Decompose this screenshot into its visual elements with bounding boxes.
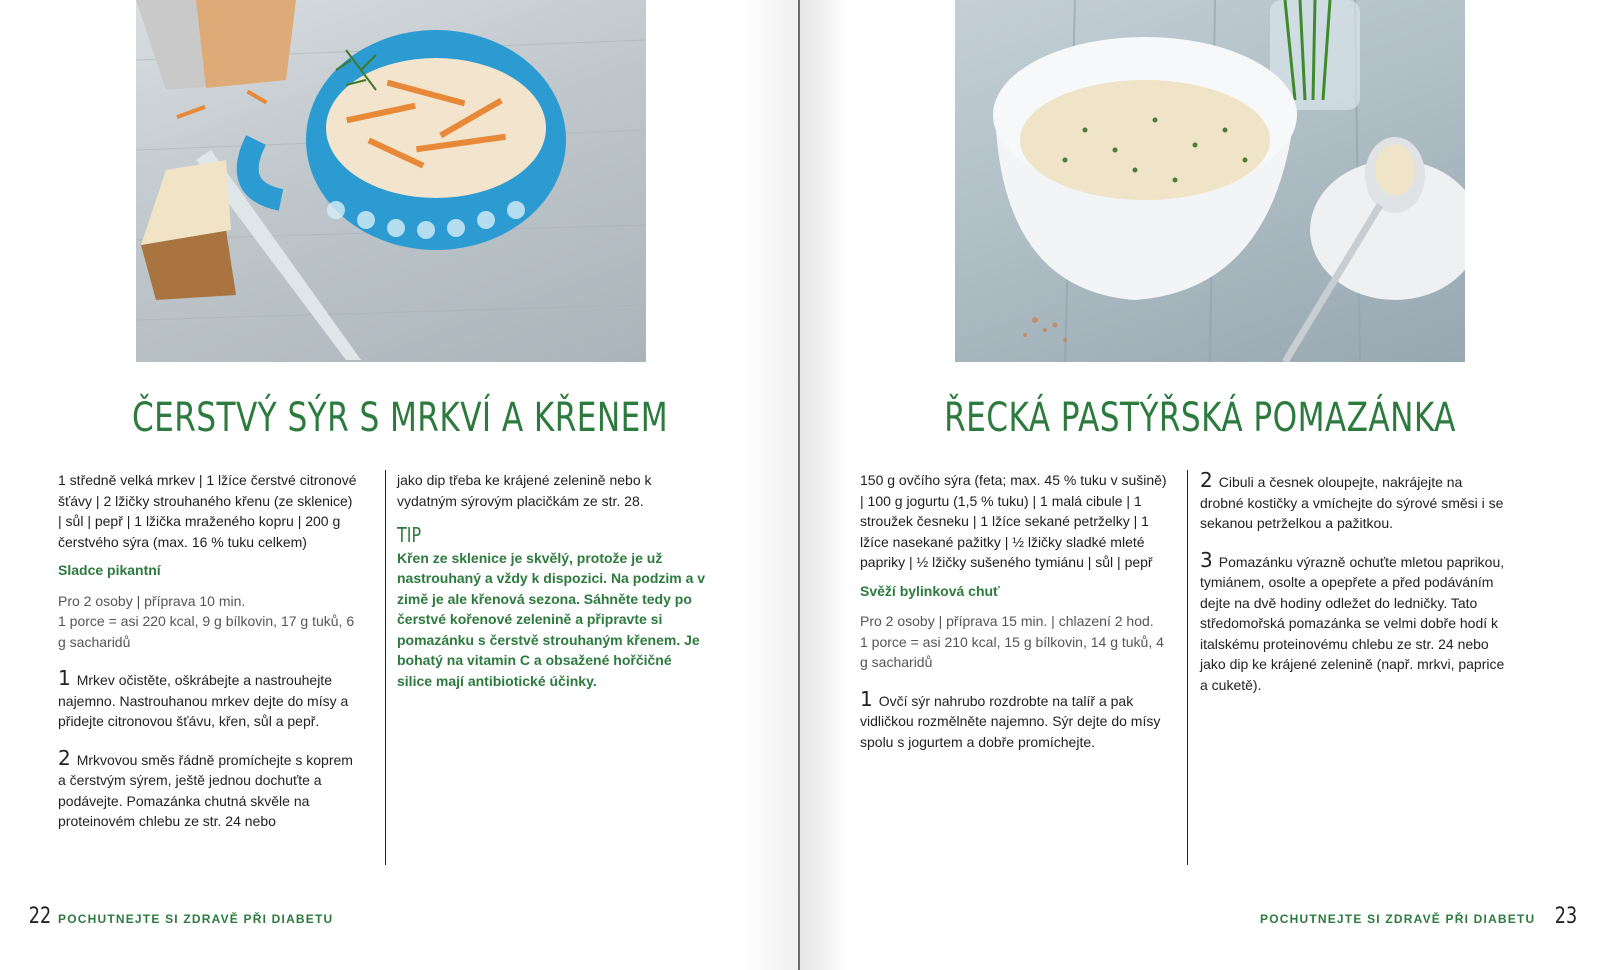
step-number: 2 (58, 745, 71, 770)
tip-text: Křen ze sklenice je skvělý, protože je už nastrouhaný a vždy k dispozici. Na podzim a v zimě je ale křenová sezona. Sáhněte tedy po čerstvé kořenové zelenině a připravte si pomazánku s čerstvě strouhaným křenem. Je bohatý na vitamin C a obsažené hořčičné silice mají antibiotické účinky. (397, 549, 706, 689)
column-divider (1187, 470, 1188, 865)
step-text: Mrkvovou směs řádně promíchejte s koprem a čerstvým sýrem, ještě jednou dochuťte a podávejte. Pomazánka chutná skvěle na proteinovém chlebu ze str. 24 nebo (58, 751, 353, 829)
step (58, 668, 358, 732)
step-number: 2 (1200, 468, 1213, 492)
continuation-text: jako dip třeba ke krájené zelenině nebo k vydatným sýrovým placičkám ze str. 28. (397, 472, 652, 509)
right-page (800, 0, 1600, 970)
nutrition-info: 1 porce = asi 210 kcal, 15 g bílkovin, 14 g tuků, 4 g sacharidů (860, 633, 1164, 670)
ingredients-list: 150 g ovčího sýra (feta; max. 45 % tuku v sušině) | 100 g jogurtu (1,5 % tuku) | 1 malá cibule | 1 stroužek česneku | 1 lžíce sekané petrželky | 1 lžíce nasekané pažitky | ½ lžičky sladké mleté papriky | ½ lžičky sušeného tymiánu | sůl | pepř (860, 472, 1167, 570)
recipe-column-left (58, 470, 358, 832)
page-number: 23 (1554, 904, 1578, 929)
step (1200, 470, 1505, 534)
column-divider (385, 470, 386, 865)
gutter-shadow (800, 0, 850, 970)
tip-heading: TIP (397, 523, 422, 547)
gutter-shadow (740, 0, 800, 970)
recipe-column-left (860, 470, 1170, 752)
step-text: Cibuli a česnek oloupejte, nakrájejte na drobné kostičky a vmíchejte do sýrové směsi i se sekanou petrželkou a pažitkou. (1200, 474, 1504, 531)
servings-info: Pro 2 osoby | příprava 15 min. | chlazení 2 hod. (860, 613, 1154, 629)
step-text: Pomazánku výrazně ochuťte mletou paprikou, tymiánem, osolte a opepřete a před podáváním dejte na dvě hodiny odležet do ledničky. Tato středomořská pomazánka se velmi dobře hodí k italskému proteinovému chlebu ze str. 24 nebo jako dip ke krájené zelenině (např. mrkvi, paprice a cuketě). (1200, 553, 1505, 693)
step (58, 745, 358, 832)
flavor-label: Sladce pikantní (58, 562, 161, 578)
page-number: 22 (28, 904, 52, 929)
recipe-photo-greek-spread (955, 0, 1465, 362)
running-footer: POCHUTNEJTE SI ZDRAVĚ PŘI DIABETU (1260, 912, 1536, 926)
step-text: Ovčí sýr nahrubo rozdrobte na talíř a pak vidličkou rozmělněte najemno. Sýr dejte do mísy spolu s jogurtem a dobře promíchejte. (860, 692, 1161, 750)
book-spine (798, 0, 800, 970)
step-number: 1 (58, 666, 71, 690)
recipe-column-right (1200, 470, 1505, 695)
recipe-photo-carrot-cheese (136, 0, 646, 362)
photo-illustration (136, 0, 646, 362)
nutrition-info: 1 porce = asi 220 kcal, 9 g bílkovin, 17 g tuků, 6 g sacharidů (58, 613, 355, 650)
photo-illustration (955, 0, 1465, 362)
running-footer: POCHUTNEJTE SI ZDRAVĚ PŘI DIABETU (58, 912, 334, 926)
step-text: Mrkev očistěte, oškrábejte a nastrouhejte najemno. Nastrouhanou mrkev dejte do mísy a přidejte citronovou šťávu, křen, sůl a pepř. (58, 672, 349, 729)
recipe-title: ŘECKÁ PASTÝŘSKÁ POMAZÁNKA (944, 395, 1456, 441)
servings-info: Pro 2 osoby | příprava 10 min. (58, 592, 246, 609)
recipe-column-right (397, 470, 709, 691)
flavor-label: Svěží bylinková chuť (860, 582, 1000, 599)
step-number: 3 (1200, 547, 1213, 572)
step-number: 1 (860, 686, 873, 711)
step (1200, 547, 1505, 696)
recipe-title: ČERSTVÝ SÝR S MRKVÍ A KŘENEM (131, 395, 669, 441)
step (860, 686, 1170, 753)
ingredients-list: 1 středně velká mrkev | 1 lžíce čerstvé citronové šťávy | 2 lžičky strouhaného křenu (ze sklenice) | sůl | pepř | 1 lžička mraženého kopru | 200 g čerstvého sýra (max. 16 % tuku celkem) (58, 472, 357, 550)
